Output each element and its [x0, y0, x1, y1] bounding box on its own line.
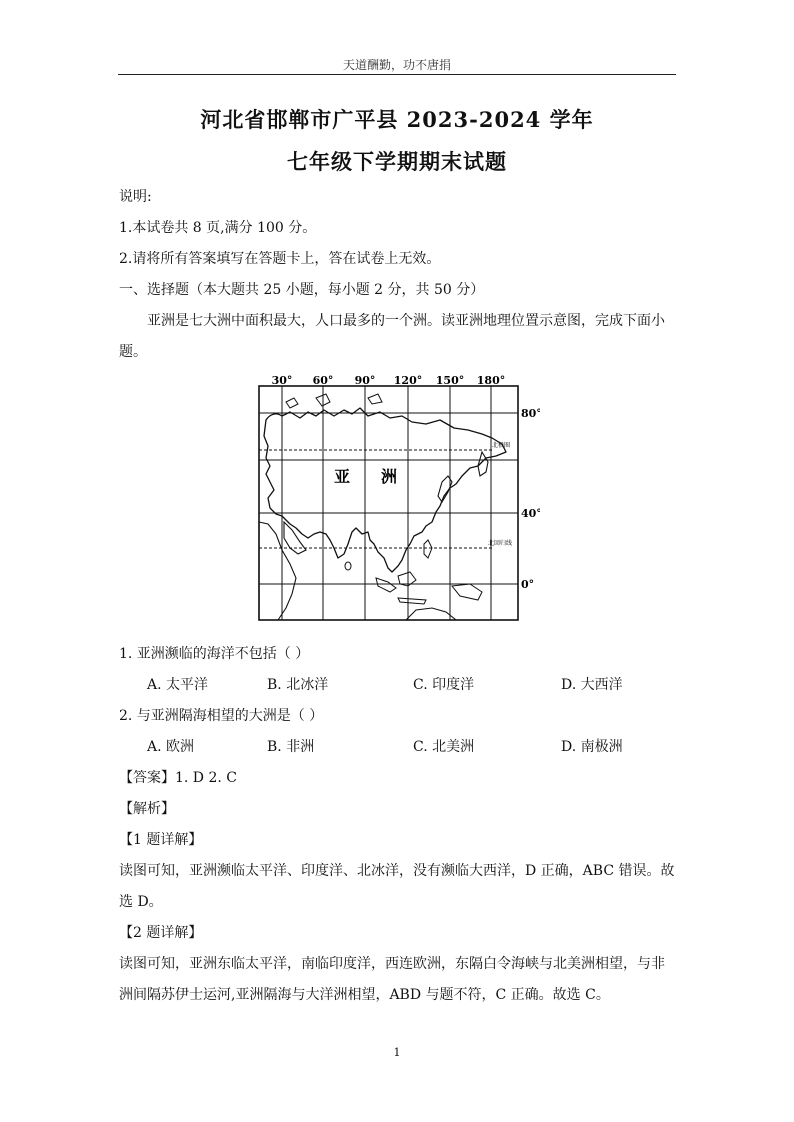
- section-heading: 一、选择题（本大题共 25 小题，每小题 2 分，共 50 分）: [119, 282, 485, 298]
- question-1-option-a: A. 太平洋: [147, 677, 209, 693]
- header-rule: [118, 74, 676, 75]
- detail-1-heading: 【1 题详解】: [119, 832, 203, 848]
- map-frame: [259, 386, 518, 620]
- question-1-option-c: C. 印度洋: [413, 677, 475, 693]
- lon-label-30: 30°: [271, 374, 293, 387]
- analysis-heading: 【解析】: [119, 801, 175, 817]
- detail-1-line2: 选 D。: [119, 894, 163, 910]
- philippines-outline: [424, 540, 432, 558]
- java-outline: [398, 598, 426, 604]
- svalbard-outline: [286, 398, 298, 408]
- asia-label-char2: 洲: [380, 467, 398, 486]
- arctic-circle-label: 北极圈: [492, 442, 511, 449]
- lon-label-60: 60°: [312, 374, 334, 387]
- detail-2-heading: 【2 题详解】: [119, 925, 203, 941]
- note-item-2: 2.请将所有答案填写在答题卡上，答在试卷上无效。: [119, 251, 441, 267]
- note-item-1: 1.本试卷共 8 页,满分 100 分。: [119, 220, 317, 236]
- asia-location-map: [256, 372, 540, 630]
- question-2-option-d: D. 南极洲: [561, 739, 623, 755]
- question-2-stem: 2. 与亚洲隔海相望的大洲是（ ）: [119, 708, 324, 724]
- lon-label-120: 120°: [393, 374, 423, 387]
- question-1-stem: 1. 亚洲濒临的海洋不包括（ ）: [119, 646, 310, 662]
- severnaya-zemlya-outline: [368, 394, 382, 404]
- lon-label-180: 180°: [476, 374, 506, 387]
- tropic-label: 北回归线: [488, 540, 513, 547]
- question-1-option-d: D. 大西洋: [561, 677, 623, 693]
- question-1-option-b: B. 北冰洋: [267, 677, 329, 693]
- question-2-option-c: C. 北美洲: [413, 739, 475, 755]
- question-2-option-a: A. 欧洲: [147, 739, 195, 755]
- australia-outline: [406, 608, 456, 620]
- lon-label-90: 90°: [354, 374, 376, 387]
- lon-label-150: 150°: [435, 374, 465, 387]
- asia-coastline: [264, 408, 506, 572]
- lat-label-80: 80°: [521, 407, 540, 420]
- detail-2-line2: 洲间隔苏伊士运河,亚洲隔海与大洋洲相望，ABD 与题不符，C 正确。故选 C。: [119, 987, 610, 1003]
- meridian-grid: [259, 386, 518, 620]
- asia-label-char1: 亚: [333, 467, 351, 486]
- page-number: 1: [393, 1046, 401, 1059]
- intro-paragraph-line2: 题。: [119, 344, 147, 360]
- new-guinea-outline: [452, 584, 482, 600]
- detail-1-line1: 读图可知，亚洲濒临太平洋、印度洋、北冰洋，没有濒临大西洋，D 正确，ABC 错误。故: [119, 863, 675, 879]
- intro-paragraph-line1: 亚洲是七大洲中面积最大，人口最多的一个洲。读亚洲地理位置示意图，完成下面小: [147, 313, 665, 329]
- asia-map-svg: [256, 372, 540, 630]
- answer-line: 【答案】1. D 2. C: [119, 770, 238, 786]
- africa-outline: [259, 522, 296, 620]
- exam-title-line1: 河北省邯郸市广平县 2023-2024 学年: [200, 107, 594, 132]
- detail-2-line1: 读图可知，亚洲东临太平洋，南临印度洋，西连欧洲，东隔白令海峡与北美洲相望，与非: [119, 956, 665, 972]
- question-2-option-b: B. 非洲: [267, 739, 315, 755]
- exam-title-line2: 七年级下学期期末试题: [287, 149, 507, 174]
- header-motto: 天道酬勤，功不唐捐: [342, 58, 451, 72]
- sri-lanka-outline: [345, 562, 351, 570]
- lat-label-0: 0°: [521, 578, 535, 591]
- lat-label-40: 40°: [521, 507, 540, 520]
- sumatra-outline: [376, 578, 396, 592]
- notes-heading: 说明:: [119, 189, 152, 205]
